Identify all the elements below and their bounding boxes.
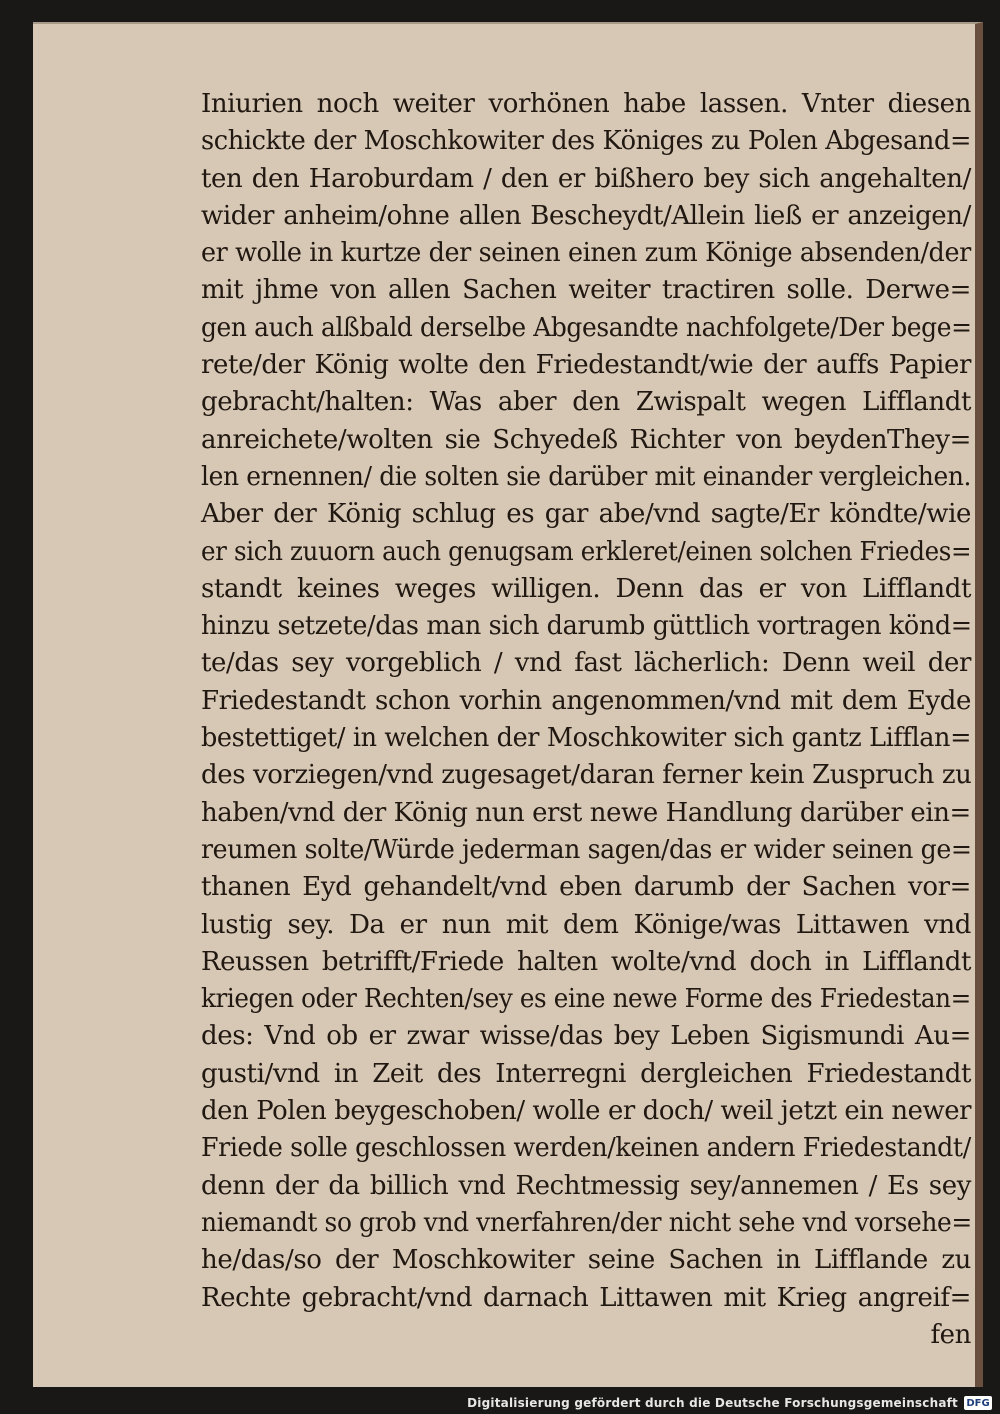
page-text [201, 86, 971, 1354]
text-line: den Polen beygeschoben/ wolle er doch/ weil jetzt ein newer [201, 1096, 972, 1127]
text-line: thanen Eyd gehandelt/vnd eben darumb der Sachen vor= [201, 872, 971, 903]
text-line: ten den Haroburdam / den er bißhero bey sich angehalten/ [201, 163, 971, 194]
text-line: gen auch alßbald derselbe Abgesandte nachfolgete/Der bege= [201, 312, 972, 343]
digitization-credit: Digitalisierung gefördert durch die Deutsche Forschungsgemeinschaft [467, 1396, 958, 1410]
text-line: reumen solte/Würde jederman sagen/das er wider seinen ge= [201, 834, 972, 865]
text-line: te/das sey vorgeblich / vnd fast lächerlich: Denn weil der [201, 648, 971, 679]
text-line: wider anheim/ohne allen Bescheydt/Allein ließ er anzeigen/ [201, 200, 971, 231]
text-line: gusti/vnd in Zeit des Interregni dergleichen Friedestandt [201, 1058, 971, 1089]
text-line: des vorziegen/vnd zugesaget/daran ferner kein Zuspruch zu [201, 760, 972, 791]
text-line: niemandt so grob vnd vnerfahren/der nicht sehe vnd vorsehe= [201, 1207, 972, 1238]
text-line: he/das/so der Moschkowiter seine Sachen in Lifflande zu [201, 1245, 971, 1276]
text-line: des: Vnd ob er zwar wisse/das bey Leben Sigismundi Au= [201, 1021, 971, 1052]
text-line: len ernennen/ die solten sie darüber mit einander vergleichen. [201, 461, 972, 492]
text-line: haben/vnd der König nun erst newe Handlung darüber ein= [201, 797, 971, 828]
book-page [33, 22, 983, 1387]
text-line: Reussen betrifft/Friede halten wolte/vnd doch in Lifflandt [201, 946, 971, 977]
text-line: Friede solle geschlossen werden/keinen andern Friedestandt/ [201, 1133, 971, 1164]
text-line: er wolle in kurtze der seinen einen zum Könige absenden/der [201, 238, 971, 269]
dfg-logo: DFG [964, 1396, 992, 1410]
text-line: bestettiget/ in welchen der Moschkowiter sich gantz Lifflan= [201, 723, 972, 754]
text-line: rete/der König wolte den Friedestandt/wie der auffs Papier [201, 350, 971, 381]
text-line: Iniurien noch weiter vorhönen habe lassen. Vnter diesen [201, 89, 971, 119]
text-line: Friedestandt schon vorhin angenommen/vnd mit dem Eyde [201, 685, 971, 716]
text-line: lustig sey. Da er nun mit dem Könige/was Littawen vnd [201, 909, 971, 940]
text-line: standt keines weges willigen. Denn das er von Lifflandt [201, 573, 971, 604]
text-line: gebracht/halten: Was aber den Zwispalt wegen Lifflandt [201, 387, 971, 418]
text-line: er sich zuuorn auch genugsam erkleret/einen solchen Friedes= [201, 536, 972, 567]
text-line: denn der da billich vnd Rechtmessig sey/annemen / Es sey [201, 1170, 971, 1201]
catchword: fen [930, 1319, 971, 1350]
text-line: kriegen oder Rechten/sey es eine newe Forme des Friedestan= [201, 984, 971, 1015]
text-line: mit jhme von allen Sachen weiter tractiren solle. Derwe= [201, 275, 971, 306]
text-line: anreichete/wolten sie Schyedeß Richter von beydenThey= [201, 424, 971, 455]
footer [0, 1392, 1000, 1414]
text-line: schickte der Moschkowiter des Königes zu Polen Abgesand= [201, 126, 972, 157]
text-line: hinzu setzete/das man sich darumb güttlich vortragen könd= [201, 611, 972, 642]
text-line: Rechte gebracht/vnd darnach Littawen mit Krieg angreif= [201, 1282, 971, 1313]
text-line: Aber der König schlug es gar abe/vnd sagte/Er köndte/wie [201, 499, 971, 530]
